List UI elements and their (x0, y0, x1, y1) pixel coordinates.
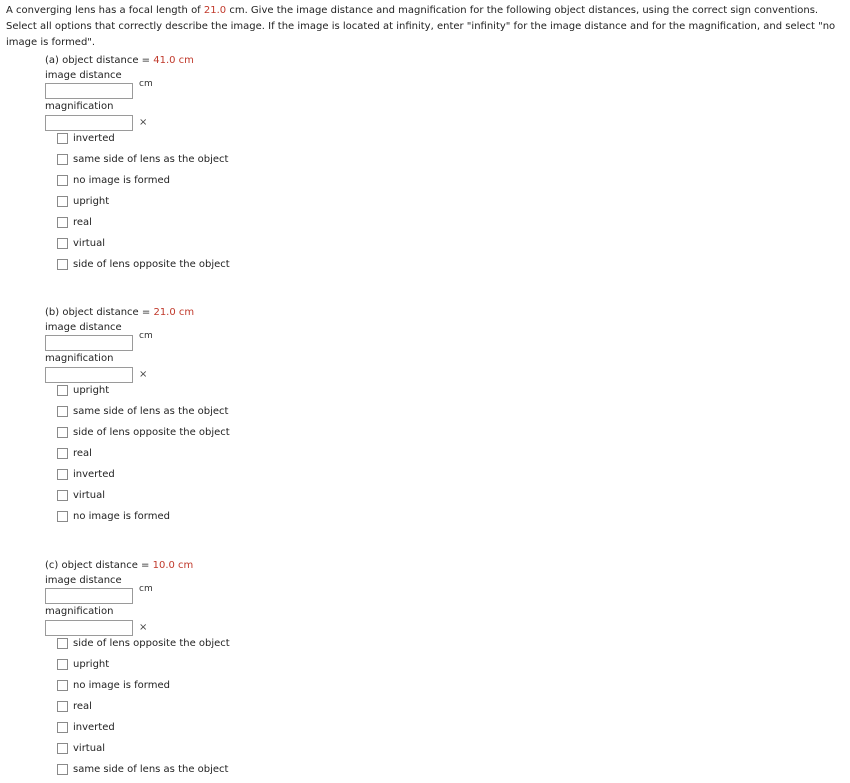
magnification-row (45, 115, 345, 131)
image-distance-row (45, 584, 345, 604)
part-a (45, 53, 345, 278)
checkbox[interactable] (57, 196, 68, 207)
option-same-side[interactable] (57, 762, 345, 783)
checkbox[interactable] (57, 659, 68, 670)
options-list (57, 636, 345, 783)
option-virtual[interactable] (57, 741, 345, 762)
option-no-image[interactable] (57, 678, 345, 699)
option-upright[interactable] (57, 383, 345, 404)
option-label: inverted (73, 133, 115, 144)
option-no-image[interactable] (57, 173, 345, 194)
option-label: same side of lens as the object (73, 406, 229, 417)
object-distance-line (45, 53, 345, 68)
image-distance-input[interactable] (45, 335, 133, 351)
option-label: virtual (73, 490, 105, 501)
checkbox[interactable] (57, 764, 68, 775)
options-list (57, 131, 345, 278)
unit-cm: cm (139, 331, 153, 341)
object-distance-prefix: object distance = (61, 560, 153, 571)
checkbox[interactable] (57, 511, 68, 522)
intro-text-1: A converging lens has a focal length of (6, 5, 204, 16)
object-distance-line (45, 305, 345, 320)
checkbox[interactable] (57, 680, 68, 691)
object-distance-value: 41.0 (153, 55, 176, 66)
option-virtual[interactable] (57, 236, 345, 257)
focal-length-value: 21.0 (203, 5, 227, 16)
object-distance-line (45, 558, 345, 573)
object-distance-value: 10.0 (152, 560, 175, 571)
option-label: inverted (73, 469, 115, 480)
image-distance-input[interactable] (45, 83, 133, 99)
option-same-side[interactable] (57, 404, 345, 425)
checkbox[interactable] (57, 638, 68, 649)
checkbox[interactable] (57, 175, 68, 186)
image-distance-row (45, 331, 345, 351)
magnification-input[interactable] (45, 620, 133, 636)
option-label: inverted (73, 722, 115, 733)
magnification-row (45, 367, 345, 383)
option-label: virtual (73, 238, 105, 249)
magnification-input[interactable] (45, 115, 133, 131)
part-letter: (c) (45, 560, 59, 571)
option-same-side[interactable] (57, 152, 345, 173)
option-inverted[interactable] (57, 467, 345, 488)
option-real[interactable] (57, 446, 345, 467)
image-distance-row (45, 79, 345, 99)
checkbox[interactable] (57, 701, 68, 712)
option-label: virtual (73, 743, 105, 754)
unit-cm: cm (139, 79, 153, 89)
unit-cm: cm (139, 584, 153, 594)
option-label: no image is formed (73, 680, 170, 691)
checkbox[interactable] (57, 490, 68, 501)
option-label: upright (73, 196, 110, 207)
intro-text-2: cm. Give the image distance and magnification for the following object distances, using the correct sign conventions. Select all options that correctly describe the image. If the image is located at infinity, enter "infinity" for the image distance and for the magnification, and select "no image is formed". (6, 5, 836, 48)
option-opposite-side[interactable] (57, 636, 345, 657)
checkbox[interactable] (57, 427, 68, 438)
part-letter: (a) (45, 55, 59, 66)
option-label: same side of lens as the object (73, 154, 229, 165)
option-label: same side of lens as the object (73, 764, 229, 775)
option-inverted[interactable] (57, 720, 345, 741)
checkbox[interactable] (57, 406, 68, 417)
magnification-label: magnification (45, 353, 114, 364)
option-label: upright (73, 385, 110, 396)
option-label: no image is formed (73, 511, 170, 522)
magnification-label: magnification (45, 606, 114, 617)
option-inverted[interactable] (57, 131, 345, 152)
options-list (57, 383, 345, 530)
option-label: real (73, 448, 92, 459)
option-label: side of lens opposite the object (73, 427, 230, 438)
checkbox[interactable] (57, 217, 68, 228)
magnification-input[interactable] (45, 367, 133, 383)
object-distance-prefix: object distance = (62, 55, 154, 66)
image-distance-label: image distance (45, 322, 122, 333)
image-distance-input[interactable] (45, 588, 133, 604)
part-c (45, 558, 345, 783)
option-opposite-side[interactable] (57, 257, 345, 278)
checkbox[interactable] (57, 722, 68, 733)
option-real[interactable] (57, 699, 345, 720)
part-b (45, 305, 345, 530)
object-distance-value: 21.0 (153, 307, 176, 318)
checkbox[interactable] (57, 259, 68, 270)
part-letter: (b) (45, 307, 60, 318)
times-icon: × (139, 369, 148, 380)
object-distance-unit: cm (175, 307, 195, 318)
checkbox[interactable] (57, 238, 68, 249)
object-distance-unit: cm (174, 560, 194, 571)
option-real[interactable] (57, 215, 345, 236)
checkbox[interactable] (57, 743, 68, 754)
option-label: side of lens opposite the object (73, 638, 230, 649)
checkbox[interactable] (57, 154, 68, 165)
checkbox[interactable] (57, 385, 68, 396)
object-distance-prefix: object distance = (62, 307, 154, 318)
checkbox[interactable] (57, 133, 68, 144)
image-distance-label: image distance (45, 70, 122, 81)
image-distance-label: image distance (45, 575, 122, 586)
option-label: side of lens opposite the object (73, 259, 230, 270)
times-icon: × (139, 117, 148, 128)
object-distance-unit: cm (175, 55, 194, 66)
option-upright[interactable] (57, 657, 345, 678)
option-no-image[interactable] (57, 509, 345, 530)
problem-statement (6, 3, 842, 51)
option-upright[interactable] (57, 194, 345, 215)
option-label: real (73, 217, 92, 228)
magnification-label: magnification (45, 101, 114, 112)
option-label: upright (73, 659, 110, 670)
magnification-row (45, 620, 345, 636)
option-label: real (73, 701, 92, 712)
option-virtual[interactable] (57, 488, 345, 509)
checkbox[interactable] (57, 469, 68, 480)
times-icon: × (139, 622, 148, 633)
checkbox[interactable] (57, 448, 68, 459)
option-opposite-side[interactable] (57, 425, 345, 446)
option-label: no image is formed (73, 175, 170, 186)
